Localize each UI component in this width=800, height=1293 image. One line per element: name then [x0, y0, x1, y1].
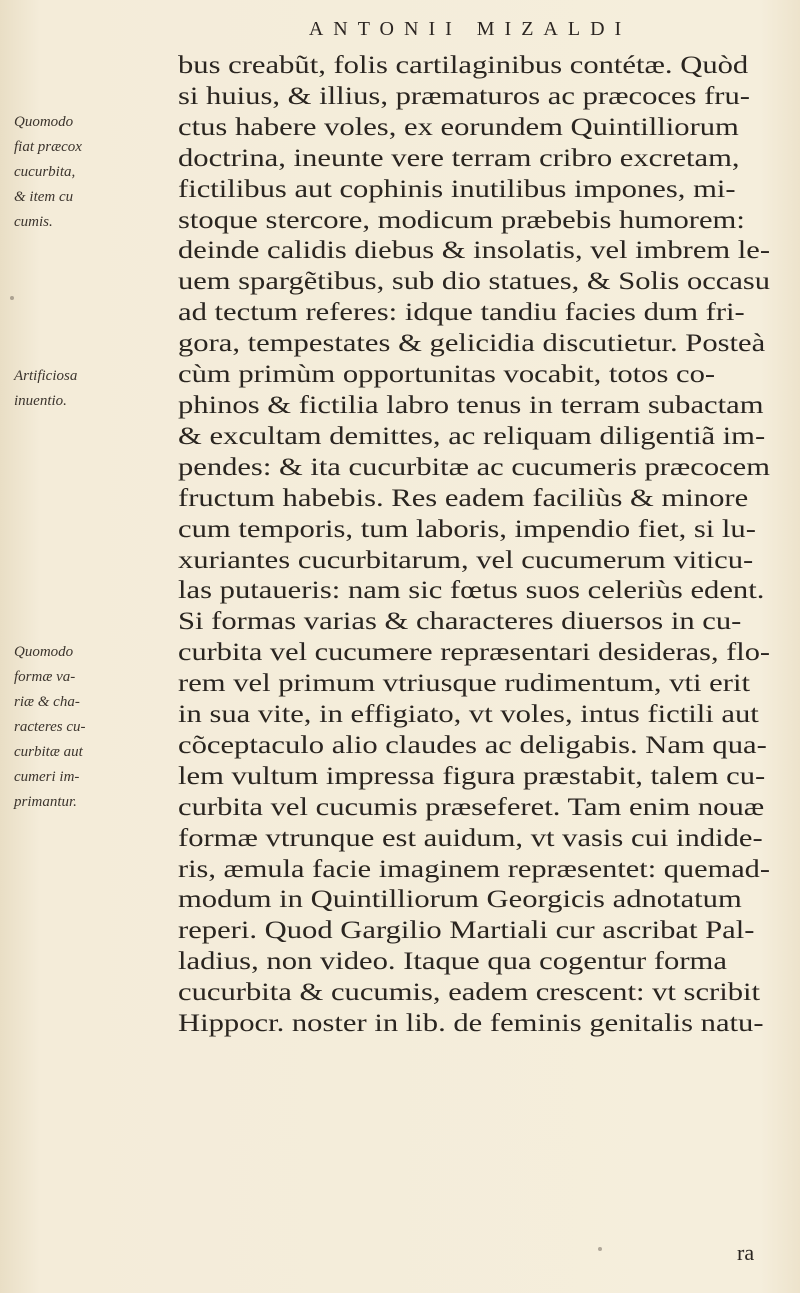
catchword: ra [737, 1240, 755, 1265]
margin-note-line: & item cu [14, 189, 74, 205]
text-line: formæ vtrunque est auidum, vt vasis cui indide- [178, 822, 763, 852]
margin-note-line: Quomodo [14, 644, 74, 660]
paper-speck [598, 1247, 602, 1251]
text-line: cum temporis, tum laboris, impendio fiet, si lu- [178, 513, 756, 543]
margin-note-line: cumis. [14, 214, 53, 230]
text-line: stoque stercore, modicum præbebis humorem: [178, 204, 745, 234]
text-line: rem vel primum vtriusque rudimentum, vti erit [178, 668, 750, 698]
text-line: fructum habebis. Res eadem faciliùs & minore [178, 482, 749, 512]
margin-note-line: cumeri im- [14, 769, 80, 785]
margin-note-line: inuentio. [14, 393, 67, 409]
text-line: xuriantes cucurbitarum, vel cucumerum viticu- [178, 544, 754, 574]
text-line: bus creabũt, folis cartilaginibus contétæ. Quòd [178, 50, 749, 79]
text-line: curbita vel cucumere repræsentari desideras, flo- [178, 637, 771, 667]
text-line: si huius, & illius, præmaturos ac præcoces fru- [178, 80, 750, 110]
text-line: fictilibus aut cophinis inutilibus impones, mi- [178, 173, 736, 203]
text-line: lem vultum impressa figura præstabit, talem cu- [178, 760, 766, 790]
text-line: cùm primùm opportunitas vocabit, totos co- [178, 359, 716, 389]
margin-note-2 [14, 364, 164, 414]
text-line: gora, tempestates & gelicidia discutietur. Posteà [178, 328, 766, 358]
text-line: ctus habere voles, ex eorundem Quintilliorum [178, 111, 739, 141]
text-line: phinos & fictilia labro tenus in terram subactam [178, 389, 764, 419]
text-line: Si formas varias & characteres diuersos in cu- [178, 606, 742, 636]
main-text-block [178, 50, 778, 1039]
text-line: cõceptaculo alio claudes ac deligabis. Nam qua- [178, 729, 767, 759]
text-line: ris, æmula facie imaginem repræsentet: quemad- [178, 853, 770, 883]
margin-note-line: Artificiosa [14, 368, 78, 384]
text-line: modum in Quintilliorum Georgicis adnotatum [178, 884, 742, 914]
text-line: ladius, non video. Itaque qua cogentur forma [178, 946, 727, 976]
margin-note-line: cucurbita, [14, 164, 76, 180]
text-line: & excultam demittes, ac reliquam diligentiã im- [178, 420, 766, 450]
text-line: reperi. Quod Gargilio Martiali cur ascribat Pal- [178, 915, 755, 945]
text-line: pendes: & ita cucurbitæ ac cucumeris præcocem [178, 451, 771, 481]
text-line: uem spargẽtibus, sub dio statues, & Solis occasu [178, 266, 771, 296]
paper-speck [10, 296, 14, 300]
text-line: cucurbita & cucumis, eadem crescent: vt scribit [178, 977, 761, 1007]
text-line: ad tectum referes: idque tandiu facies dum fri- [178, 297, 745, 327]
text-line: deinde calidis diebus & insolatis, vel imbrem le- [178, 235, 770, 265]
text-line: in sua vite, in effigiato, vt voles, intus fictili aut [178, 699, 759, 729]
margin-note-1 [14, 110, 164, 235]
text-line: doctrina, ineunte vere terram cribro excretam, [178, 142, 740, 172]
text-line: curbita vel cucumis præseferet. Tam enim nouæ [178, 791, 765, 821]
text-line: Hippocr. noster in lib. de feminis genitalis natu- [178, 1008, 764, 1038]
text-line: las putaueris: nam sic fœtus suos celeriùs edent. [178, 575, 765, 605]
margin-note-line: racteres cu- [14, 719, 86, 735]
margin-note-line: Quomodo [14, 114, 74, 130]
running-head: ANTONII MIZALDI [308, 18, 632, 40]
margin-note-line: formæ va- [14, 669, 76, 685]
margin-note-line: curbitæ aut [14, 744, 83, 760]
margin-note-3 [14, 640, 164, 815]
margin-note-line: riæ & cha- [14, 694, 80, 710]
margin-note-line: fiat præcox [14, 139, 82, 155]
margin-note-line: primantur. [14, 794, 77, 810]
